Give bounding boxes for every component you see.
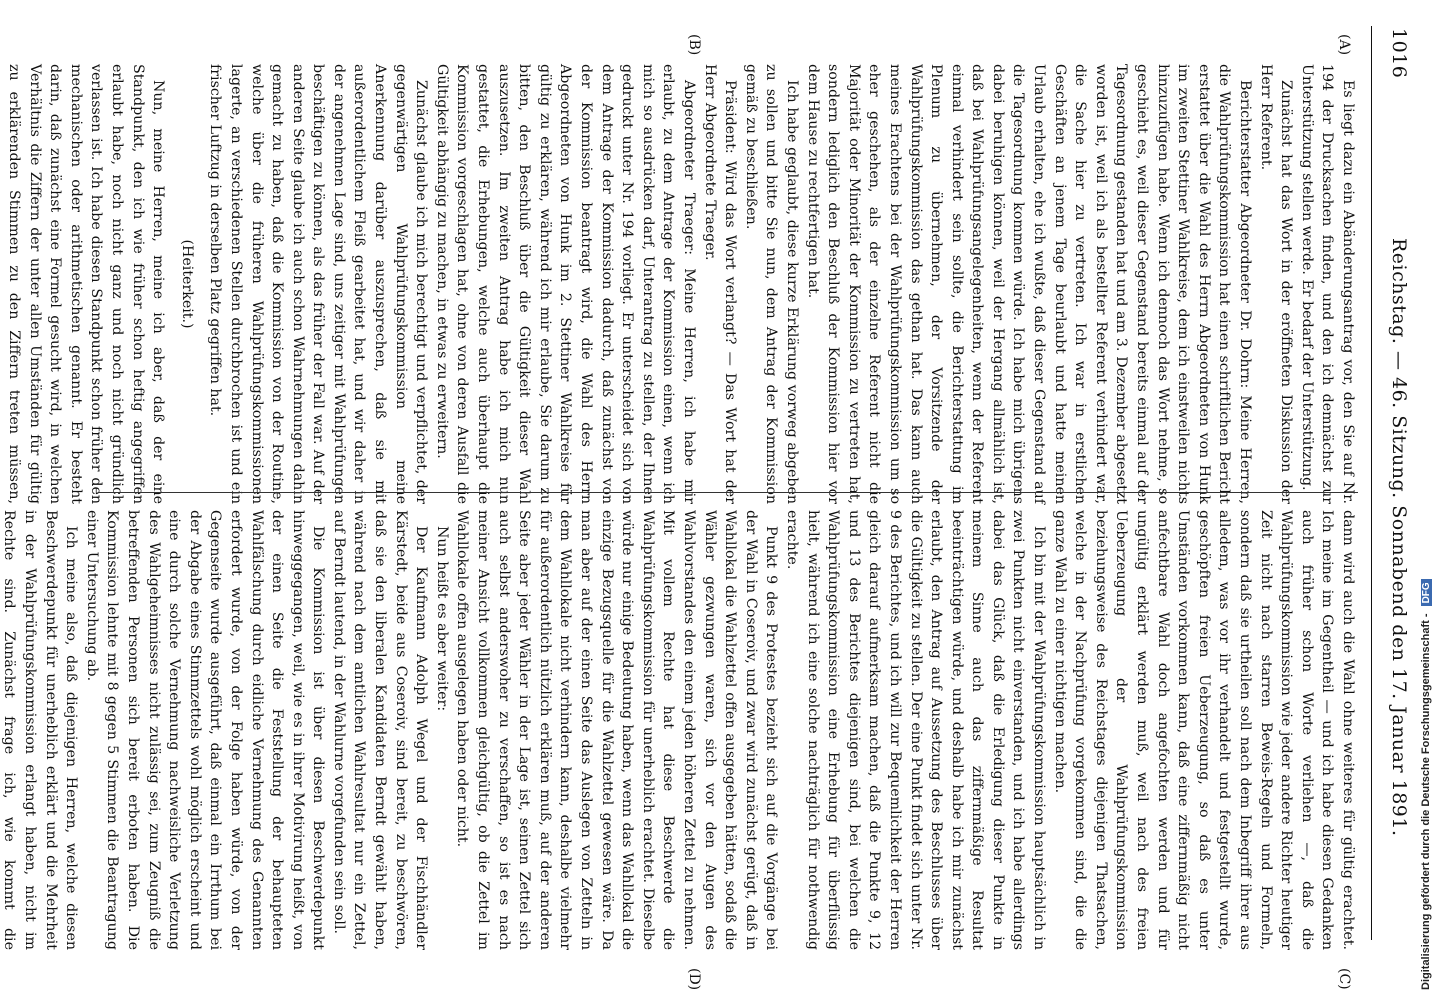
- paragraph: Nun, meine Herren, meine ich aber, daß der eine Standpunkt, den ich wie früher schon heftig angegriffen erlaubt habe, noch nicht ganz und noch nicht gründlich verlassen ist. Ich habe diesen Standpunkt schon früher den mechanischen oder arithmetischen genannt. Er besteht darin, daß zunächst eine Formel gesucht wird, in welchen Verhältnis die Ziffern der unter allen Umständen für gültig zu erklärenden Stimmen zu den Ziffern treten müssen,: [6, 64, 167, 504]
- paragraph: Es liegt dazu ein Abänderungsantrag vor, den Sie auf Nr. 194 der Drucksachen finden, und den ich demnächst zur Unterstützung stellen werde. Er bedarf der Unterstützung.: [1298, 64, 1356, 504]
- dfg-logo: DFG: [1421, 579, 1432, 606]
- paragraph: Berichterstatter Abgeordneter Dr. Dohrn: Meine Herren, die Wahlprüfungskommission hat einen schriftlichen Bericht erstattet über die Wahl des Herrn Abgeordneten von Hunk im zweiten Stettiner Wahlkreise, dem ich einstweilen nichts hinzuzufügen habe. Wenn ich dennoch das Wort nehme, so geschieht es, weil dieser Gegenstand bereits einmal auf der Tagesordnung gestanden hat und am 3. Dezember abgesetzt worden ist, weil ich als bestellter Referent verhindert war, die Sache hier zu vertreten. Ich war in erstlichen Geschäften an jenem Tage beurlaubt und hatte meinen Urlaub erhalten, ehe ich wußte, daß dieser Gegenstand auf die Tagesordnung kommen würde. Ich habe mich übrigens dabei beruhigen können, weil der Hergang allmählich ist, daß bei Wahlprüfungsangelegenheiten, wenn der Referent einmal verhindert sein sollte, die Berichterstattung im Plenum zu übernehmen, der Vorsitzende der Wahlprüfungskommission das gethan hat. Das kann auch meines Erachtens bei der Wahlprüfungskommission um so eher geschehen, als der einzelne Referent nicht die Majorität oder Minorität der Kommission zu vertreten hat, sondern lediglich den Beschluß der Kommission hier vor dem Hause zu rechtfertigen hat.: [804, 64, 1254, 504]
- page-number: 1016: [1388, 28, 1410, 79]
- paragraph: Abgeordneter Traeger: Meine Herren, ich habe mir erlaubt, zu dem Antrage der Kommission einen, wenn ich mich so ausdrücken darf, Unterantrag zu stellen, der Ihnen gedruckt unter Nr. 194 vorliegt. Er unterscheidet sich von dem Antrage der Kommission dadurch, daß zunächst von der Kommission beantragt wird, die Wahl des Herrn Abgeordneten von Hunk im 2. Stettiner Wahlkreise für gültig zu erklären, während ich mir erlaube, Sie darum zu bitten, den Beschluß über die Gültigkeit dieser Wahl auszusetzen. Im zweiten Antrag habe ich mich nun gestattet, die Erhebungen, welche auch überhaupt die Kommission vorgeschlagen hat, ohne von deren Ausfall die Gültigkeit abhängig zu machen, in etwas zu erweitern.: [433, 64, 697, 504]
- right-column: [1, 510, 1358, 950]
- margin-mark-b: (B): [686, 34, 702, 56]
- quoted-paragraph: Der Kaufmann Adolph Wegel und der Fischhändler Kärstedt, beide aus Coseroiv, sind bereit, zu beschwören, daß sie den liberalen Kandidaten Berndt gewählt haben, während nach dem amtlichen Wahlresultat nur ein Zettel, auf Berndt lautend, in der Wahlurne vorgefunden sein soll.: [330, 510, 430, 950]
- paragraph: Ich meine also, daß diejenigen Herren, welche diesen Beschwerdepunkt für unerheblich erklärt und die Mehrheit in der Wahlprüfungskommission erlangt haben, nicht im Rechte sind. Zunächst frage ich, wie kommt die: [1, 510, 80, 950]
- paragraph: dann wird auch die Wahl ohne weiteres für gültig erachtet. Ich meine im Gegentheil — und ich habe diesen Gedanken auch früher schon Worte verliehen —, daß die Wahlprüfungskommission wie jeder andere Richter heutiger Zeit nicht nach starren Beweis-Regeln und Formeln, sondern daß sie urtheilen soll nach dem Inbegriff ihrer aus alledem, was vor ihr verhandelt und festgestellt wurde, geschöpften freien Ueberzeugung, so daß es unter Umständen vorkommen kann, daß eine ziffernmäßig nicht anfechtbare Wahl doch angefochten werden und für ungültig erklärt werden muß, weil nach des freien Ueberzeugung der Wahlprüfungskommission beziehungsweise des Reichstages diejenigen Thatsachen, welche in der Nachprüfung vorgekommen sind, die die ganze Wahl zu einer nichtigen machen.: [1051, 510, 1356, 950]
- paragraph: Präsident: Wird das Wort verlangt? — Das Wort hat der Herr Abgeordnete Traeger.: [701, 64, 739, 504]
- paragraph: Nun heißt es aber weiter:: [433, 526, 450, 712]
- interjection: (Heiterkeit.): [178, 239, 195, 329]
- paragraph: Die Kommission ist über diesen Beschwerdepunkt hinweggegangen, weil, wie es in ihrer Motivirung heißt, von der einen Seite die Feststellung der behaupteten Wahlfälschung durch eidliche Vernehmung des Genannten erfordert wurde, von der Folge haben würde, von der Gegenseite wurde ausgeführt, daß einmal ein Irrthum bei der Abgabe eines Stimmzettels wohl möglich erscheint und eine durch solche Vernehmung nachweisliche Verletzung des Wahlgeheimnisses nicht zulässig sei, zum Zeugniß die betreffenden Personen sich bereit erboten haben. Die Kommission lehnte mit 8 gegen 5 Stimmen die Beantragung einer Untersuchung ab.: [83, 510, 327, 950]
- left-column: [6, 64, 1358, 504]
- paragraph: Ich bin mit der Wahlprüfungskommission hauptsächlich in zwei Punkten nicht einverstanden, und ich habe allerdings dabei das Glück, daß die Erledigung dieser Punkte in meinem Sinne auch das ziffernmäßige Resultat beeinträchtigen würde, und deshalb habe ich mir zunächst erlaubt, den Antrag auf Aussetzung des Beschlusses über die Gültigkeit zu stellen. Der eine Punkt findet sich unter Nr. 9 des Berichtes, und ich will zur Bequemlichkeit der Herren gleich darauf aufmerksam machen, daß die Punkte 9, 12 und 13 des Berichtes diejenigen sind, bei welchen die Wahlprüfungskommission eine Erhebung für überflüssig hielt, während ich eine solche nachträglich für nothwendig erachte.: [783, 510, 1048, 950]
- column-divider: [98, 492, 1358, 493]
- running-header: [1380, 28, 1410, 940]
- margin-mark-c: (C): [1336, 968, 1352, 990]
- margin-mark-d: (D): [686, 968, 702, 991]
- header-rule: [1371, 26, 1372, 940]
- credit-text: Digitalisierung gefördert durch die Deutsche Forschungsgemeinschaft -: [1420, 613, 1432, 990]
- paragraph: Zunächst hat das Wort in der eröffneten Diskussion der Herr Referent.: [1257, 64, 1295, 504]
- paragraph: Punkt 9 des Protestes bezieht sich auf die Vorgänge bei der Wahl in Coseroiv, und zwar wird zunächst gerügt, daß in Wahllokal die Wahlzettel offen ausgegeben hätten, sodaß die Wähler gezwungen waren, sich vor den Augen des Wahlvorstandes den einem jeden höheren Zettel zu nehmen. Mit vollem Rechte hat diese Beschwerde die Wahlprüfungskommission für unerheblich erachtet. Dieselbe würde nur einige Bedeutung haben, wenn das Wahllokal die einzige Bezugsquelle für die Wahlzettel gewesen wäre. Da man aber auf der einen Seite das Auslegen von Zetteln in dem Wahllokale nicht verhindern kann, deshalbe vielmehr für außerordentlich nützlich erklären muß, auf der anderen Seite aber jeder Wähler in der Lage ist, seinen Zettel sich auch selbst anderswoher zu verschaffen, so ist es nach meiner Ansicht vollkommen gleichgültig, ob die Zettel im Wahllokale offen ausgelegen haben oder nicht.: [454, 510, 780, 950]
- paragraph: Ich habe geglaubt, diese kurze Erklärung vorweg abgeben zu sollen und bitte Sie nun, dem Antrag der Kommission gemäß zu beschließen.: [742, 64, 800, 504]
- margin-mark-a: (A): [1336, 34, 1352, 56]
- running-title: Reichstag. — 46. Sitzung. Sonnabend den 17. Januar 1891.: [1388, 238, 1410, 837]
- paragraph: Zunächst glaube ich mich berechtigt und verpflichtet, der gegenwärtigen Wahlprüfungskommission meine Anerkennung darüber auszusprechen, daß sie mit außerordentlichem Fleiß gearbeitet hat, und wir daher in der angenehmen Lage sind, uns zeitiger mit Wahlprüfungen beschäftigen zu können, als das früher der Fall war. Auf der anderen Seite glaube ich auch schon Wahrnehmungen dahin gemacht zu haben, daß die Kommission von der Routine, welche über die früheren Wahlprüfungskommissionen lagerte, an verschiedenen Stellen durchbrochen ist und ein frischer Luftzug in derselben Platz gegriffen hat.: [207, 64, 430, 504]
